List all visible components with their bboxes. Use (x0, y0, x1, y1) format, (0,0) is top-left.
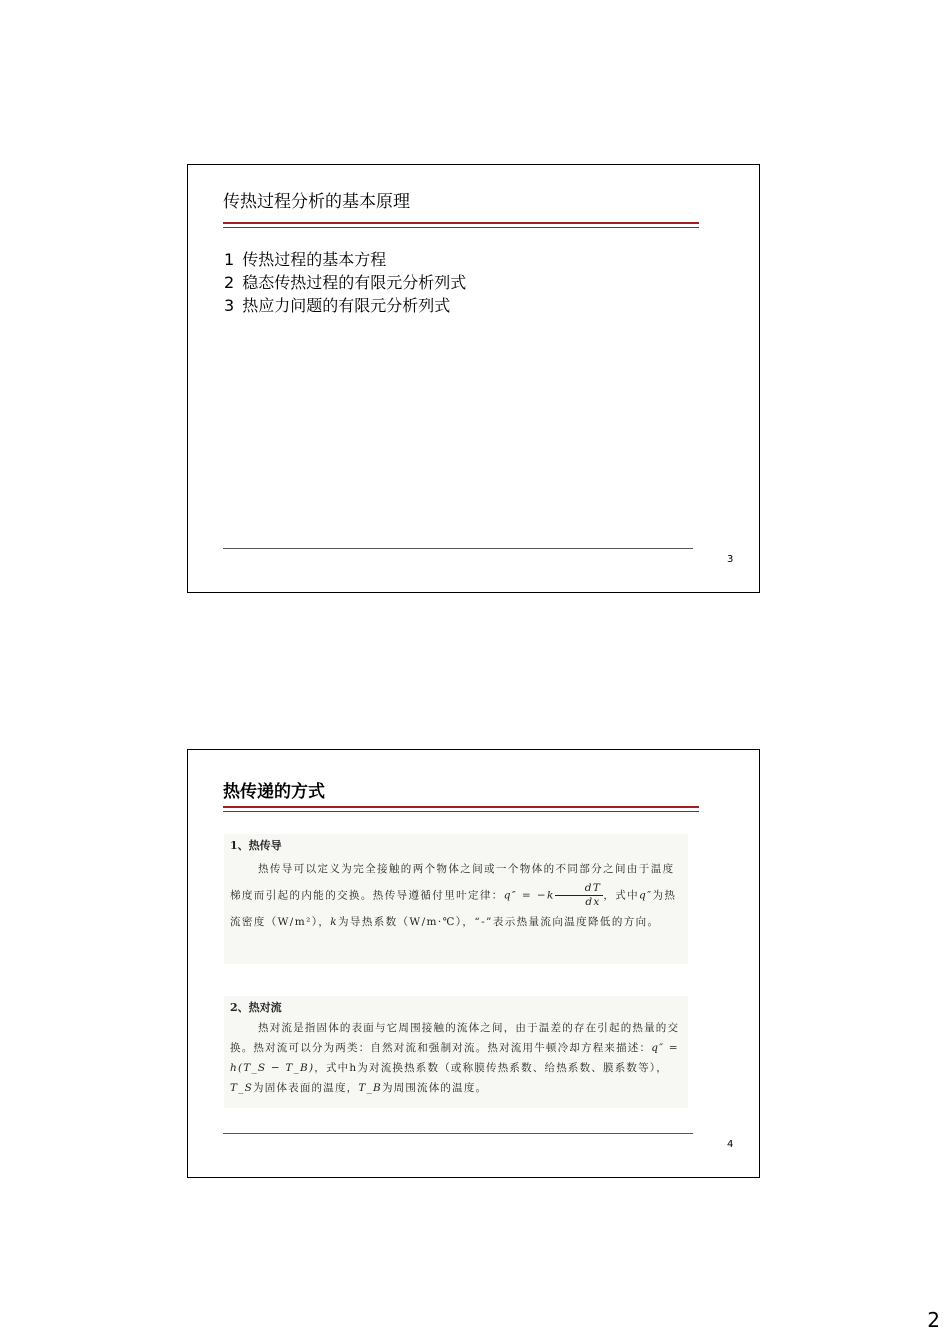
item-text: 稳态传热过程的有限元分析列式 (242, 273, 467, 292)
outline-item (224, 271, 466, 294)
fraction-numerator: dT (555, 882, 604, 896)
paragraph-text: 热传导可以定义为完全接触的两个物体之间或一个物体的不同部分之间由于温度梯度而引起的内能的交换。热传导遵循付里叶定律： (230, 863, 675, 902)
paragraph-text: 为固体表面的温度， (253, 1082, 359, 1094)
section-paragraph (230, 1018, 682, 1098)
fraction (555, 882, 604, 909)
outline-list (224, 248, 466, 317)
conduction-section (224, 834, 688, 964)
item-text: 热应力问题的有限元分析列式 (242, 296, 451, 315)
section-paragraph (230, 856, 682, 935)
fourier-formula: q″ = −k (503, 889, 555, 902)
fraction-denominator: dx (585, 896, 601, 908)
paragraph-text: 为周围流体的温度。 (381, 1082, 488, 1094)
symbol: k (330, 916, 339, 928)
slide-3 (187, 164, 760, 593)
symbol: T_B (358, 1082, 382, 1094)
title-rule-thick (223, 806, 699, 808)
slide-page-number: 4 (727, 1139, 734, 1150)
slide-page-number: 3 (727, 554, 734, 565)
item-number: 2 (224, 273, 235, 292)
item-text: 传热过程的基本方程 (242, 250, 387, 269)
paragraph-text: 热对流是指固体的表面与它周围接触的流体之间，由于温差的存在引起的热量的交换。热对流可以分为两类：自然对流和强制对流。热对流用牛顿冷却方程来描述： (230, 1022, 680, 1054)
footer-rule (223, 1133, 693, 1134)
title-rule-thick (223, 222, 699, 224)
title-rule-thin (223, 811, 699, 812)
symbol: q″ (639, 889, 653, 902)
slide-4 (187, 749, 760, 1178)
outline-item (224, 248, 466, 271)
section-heading: 1、热传导 (230, 839, 282, 852)
paragraph-text: 为热流密度（W/m²）， (230, 889, 677, 928)
item-number: 1 (224, 250, 235, 269)
convection-section (224, 996, 688, 1108)
sheet-page-number: 2 (927, 1308, 940, 1332)
symbol: T_S (230, 1082, 254, 1094)
paragraph-text: ，式中 (603, 889, 640, 902)
newton-formula: q″ = h(T_S − T_B) (230, 1042, 679, 1074)
title-rule-thin (223, 227, 699, 228)
paragraph-text: ，式中h为对流换热系数（或称膜传热系数、给热系数、膜系数等）， (314, 1062, 668, 1074)
paragraph-text: 为导热系数（W/m·℃），“-”表示热量流向温度降低的方向。 (338, 916, 660, 928)
footer-rule (223, 548, 693, 549)
section-heading: 2、热对流 (230, 1001, 282, 1014)
slide-title: 传热过程分析的基本原理 (223, 192, 410, 212)
outline-item (224, 294, 466, 317)
slide-title: 热传递的方式 (223, 782, 325, 802)
item-number: 3 (224, 296, 235, 315)
